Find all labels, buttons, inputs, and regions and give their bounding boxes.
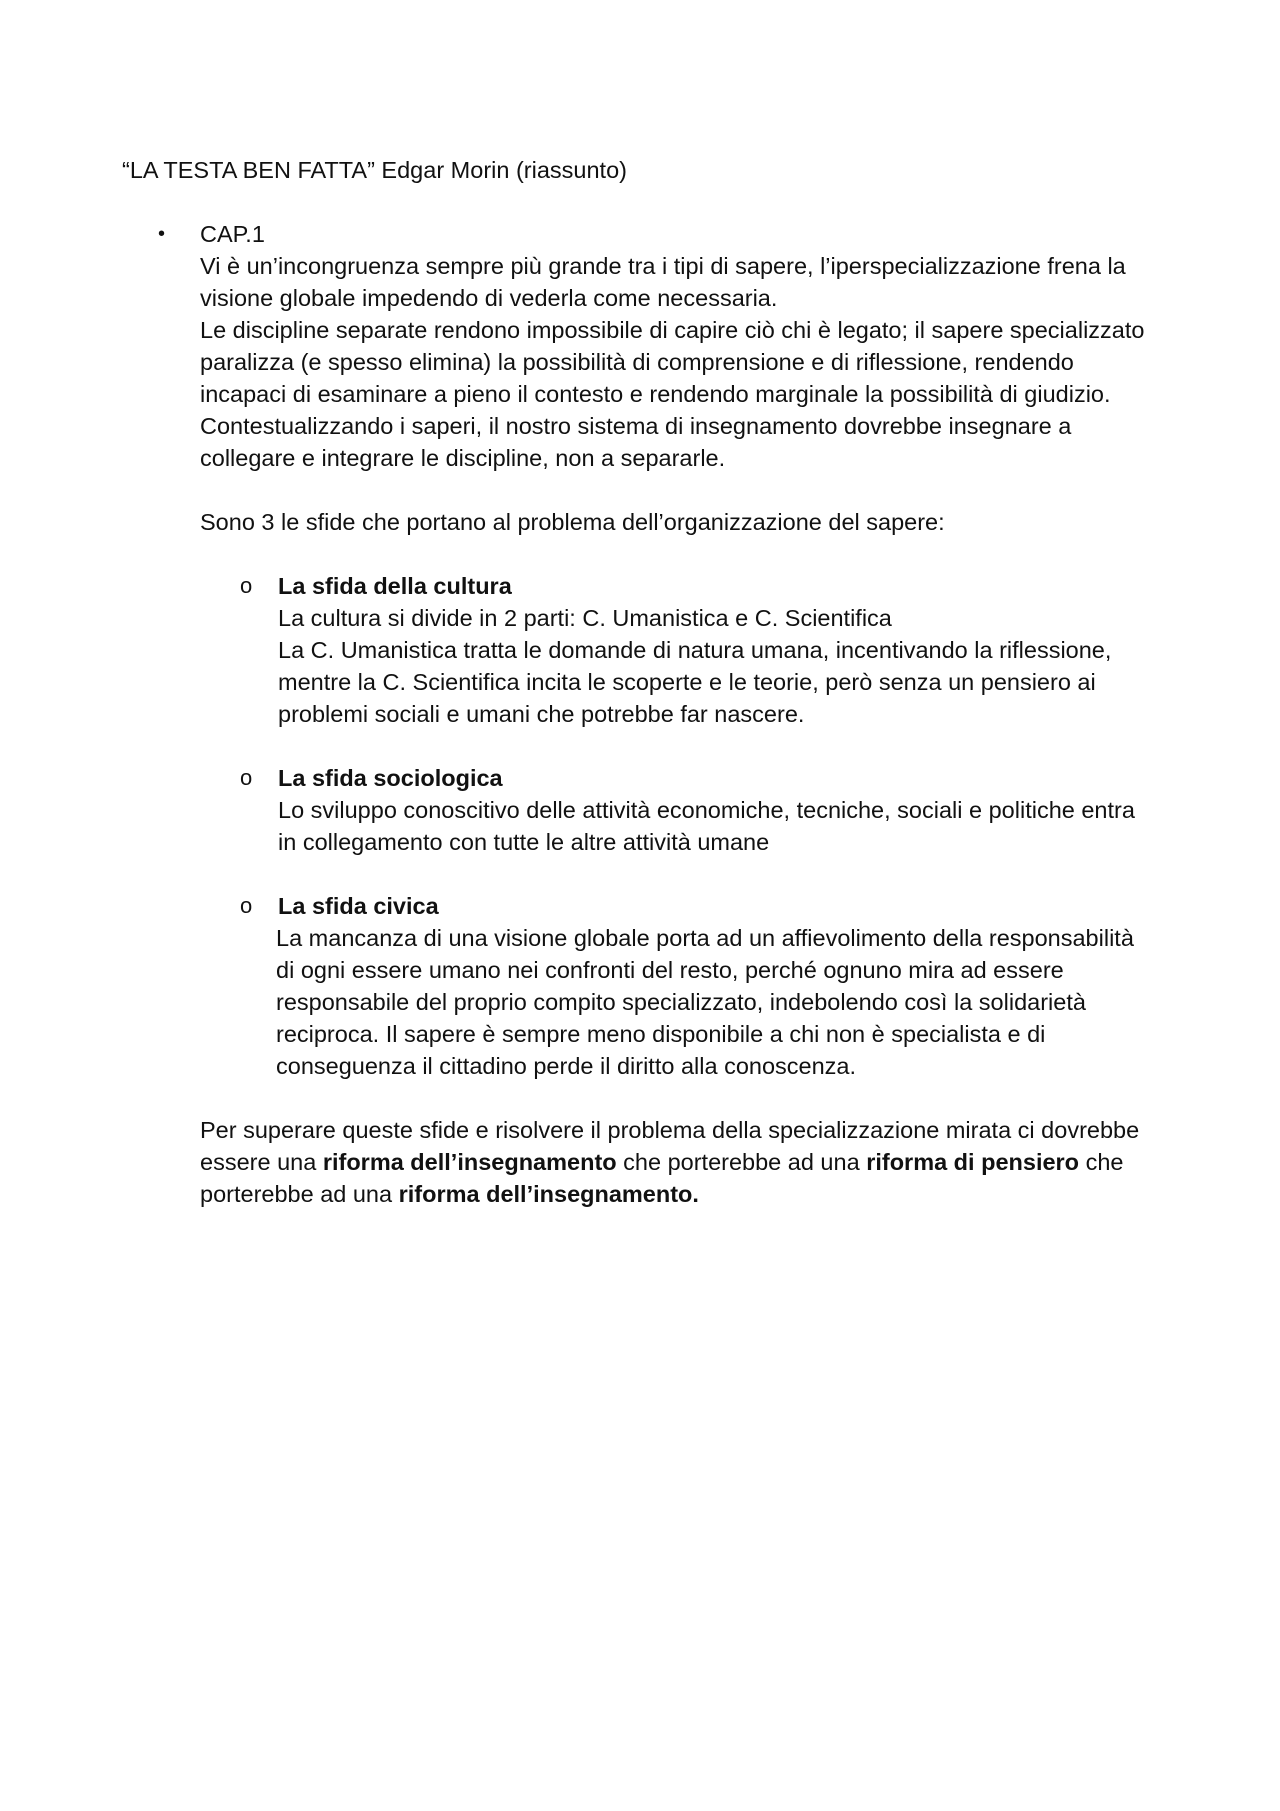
spacer — [200, 538, 1160, 570]
conclusion-paragraph — [200, 1114, 1160, 1210]
conclusion-bold: riforma dell’insegnamento — [322, 1149, 617, 1175]
challenge-item-sociologica — [200, 762, 1160, 858]
challenges-intro: Sono 3 le sfide che portano al problema dell’organizzazione del sapere: — [200, 509, 945, 535]
chapter-heading: CAP.1 — [200, 221, 265, 247]
spacer — [200, 730, 1160, 762]
chapter-paragraph: Vi è un’incongruenza sempre più grande tra i tipi di sapere, l’iperspecializzazione frena la visione globale impedendo di vederla come necessaria. Le discipline separate rendono impossibile di capire ciò chi è legato; il sapere specializzato paralizza (e spesso elimina) la possibilità di comprensione e di riflessione, rendendo incapaci di esaminare a pieno il contesto e rendendo marginale la possibilità di giudizio. Contestualizzando i saperi, il nostro sistema di insegnamento dovrebbe insegnare a collegare e integrare le discipline, non a separarle. — [200, 253, 1145, 471]
challenge-title: La sfida civica — [278, 893, 439, 919]
challenge-text: La mancanza di una visione globale porta ad un affievolimento della responsabilità di ogni essere umano nei confronti del resto, perché ognuno mira ad essere responsabile del proprio compito specializzato, indebolendo così la solidarietà reciproca. Il sapere è sempre meno disponibile a chi non è specialista e di conseguenza il cittadino perde il diritto alla conoscenza. — [276, 925, 1134, 1079]
conclusion-text: Per superare queste sfide e risolvere il problema della specializzazione mirata ci dovrebbe essere una — [200, 1117, 1140, 1175]
conclusion-bold: riforma di pensiero — [866, 1149, 1080, 1175]
challenge-item-civica — [200, 890, 1160, 1082]
circle-bullet-icon: o — [240, 573, 253, 598]
conclusion-text: che porterebbe ad una — [616, 1149, 867, 1175]
chapter-section — [158, 218, 1160, 1210]
document-title: “LA TESTA BEN FATTA” Edgar Morin (riassunto) — [122, 157, 627, 183]
challenge-item-cultura — [200, 570, 1160, 730]
challenge-title: La sfida sociologica — [278, 765, 503, 791]
spacer — [200, 858, 1160, 890]
challenge-text: Lo sviluppo conoscitivo delle attività economiche, tecniche, sociali e politiche entra in collegamento con tutte le altre attività umane — [278, 797, 1135, 855]
spacer — [200, 1082, 1160, 1114]
bullet-icon: • — [158, 223, 166, 245]
circle-bullet-icon: o — [240, 893, 253, 918]
spacer — [200, 474, 1160, 506]
conclusion-bold: riforma dell’insegnamento. — [398, 1181, 699, 1207]
challenges-list — [200, 570, 1160, 1082]
circle-bullet-icon: o — [240, 765, 253, 790]
conclusion-text: che porterebbe ad una — [200, 1149, 1124, 1207]
challenge-title: La sfida della cultura — [278, 573, 512, 599]
challenge-text: La cultura si divide in 2 parti: C. Umanistica e C. Scientifica La C. Umanistica tratta le domande di natura umana, incentivando la riflessione, mentre la C. Scientifica incita le scoperte e le teorie, però senza un pensiero ai problemi sociali e umani che potrebbe far nascere. — [278, 605, 1112, 727]
